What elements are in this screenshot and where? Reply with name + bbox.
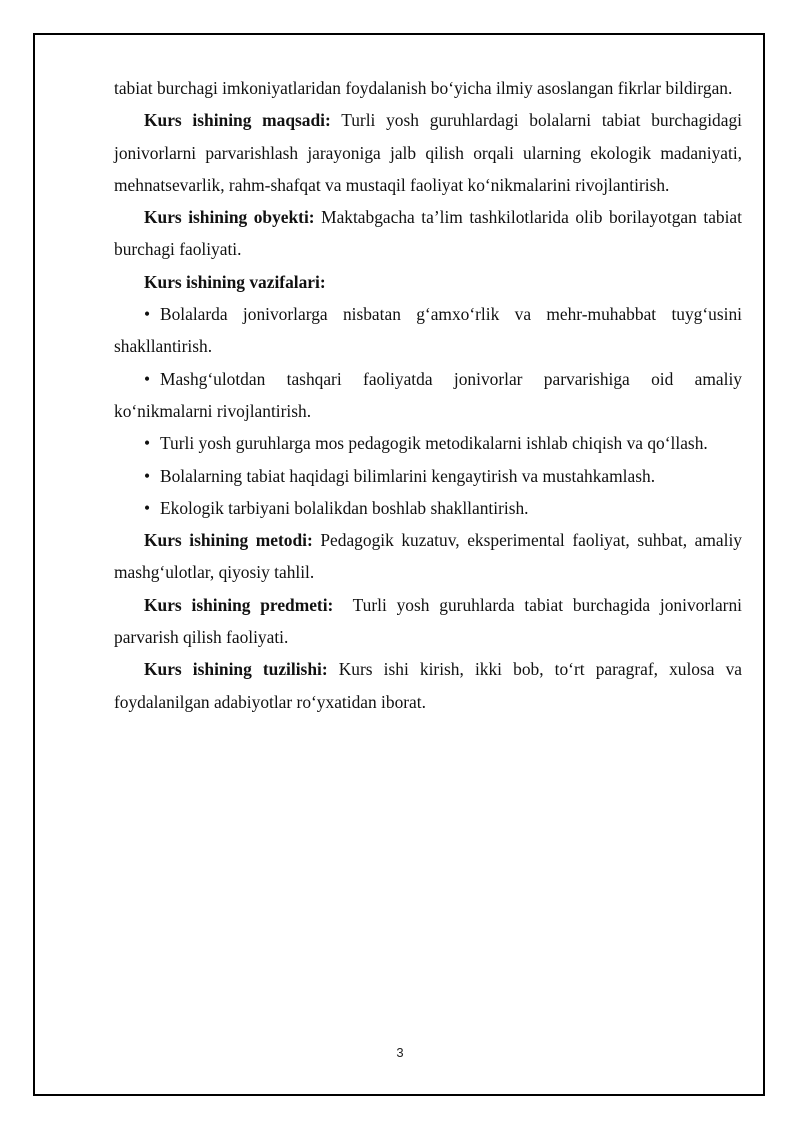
- page-number: 3: [396, 1045, 404, 1060]
- tasks-heading-paragraph: [114, 266, 742, 298]
- method-label: Kurs ishining metodi:: [144, 530, 313, 551]
- document-body: [114, 72, 747, 718]
- structure-label: Kurs ishining tuzilishi:: [144, 659, 328, 680]
- bullet-mark: •: [144, 304, 151, 325]
- subject-label: Kurs ishining predmeti:: [144, 594, 334, 615]
- task-item: [114, 298, 742, 363]
- task-item: [114, 427, 742, 459]
- task-text: Bolalarda jonivorlarga nisbatan g‘amxo‘rlik va mehr-muhabbat tuyg‘usini shakllantirish.: [114, 304, 742, 357]
- tasks-label: Kurs ishining vazifalari:: [144, 271, 326, 292]
- structure-paragraph: [114, 653, 742, 718]
- method-text: Pedagogik kuzatuv, eksperimental faoliyat, suhbat, amaliy mashg‘ulotlar, qiyosiy tahlil.: [114, 530, 742, 583]
- goal-text: Turli yosh guruhlardagi bolalarni tabiat burchagidagi jonivorlarni parvarishlash jarayoniga jalb qilish orqali ularning ekologik madaniyati, mehnatsevarlik, rahm-shafqat va mustaqil faoliyat ko‘nikmalarini rivojlantirish.: [114, 110, 742, 195]
- object-text: Maktabgacha ta’lim tashkilotlarida olib borilayotgan tabiat burchagi faoliyati.: [114, 207, 742, 260]
- task-item: [114, 492, 742, 524]
- bullet-mark: •: [144, 497, 151, 518]
- bullet-mark: •: [144, 433, 151, 454]
- intro-continuation-paragraph: tabiat burchagi imkoniyatlaridan foydalanish bo‘yicha ilmiy asoslangan fikrlar bildirgan.: [114, 78, 733, 98]
- task-item: [114, 460, 742, 492]
- object-label: Kurs ishining obyekti:: [144, 207, 315, 228]
- structure-text: Kurs ishi kirish, ikki bob, to‘rt paragraf, xulosa va foydalanilgan adabiyotlar ro‘yxatidan iborat.: [114, 659, 743, 712]
- method-paragraph: [114, 524, 742, 589]
- task-text: Mashg‘ulotdan tashqari faoliyatda jonivorlar parvarishiga oid amaliy ko‘nikmalarni rivojlantirish.: [114, 368, 742, 421]
- bullet-mark: •: [144, 368, 151, 389]
- subject-text: Turli yosh guruhlarda tabiat burchagida jonivorlarni parvarish qilish faoliyati.: [114, 594, 747, 648]
- subject-paragraph: [114, 589, 747, 654]
- task-item: [114, 363, 742, 428]
- task-text: Turli yosh guruhlarga mos pedagogik metodikalarni ishlab chiqish va qo‘llash.: [160, 433, 708, 454]
- object-paragraph: [114, 201, 742, 266]
- goal-label: Kurs ishining maqsadi:: [144, 110, 331, 131]
- task-text: Ekologik tarbiyani bolalikdan boshlab shakllantirish.: [160, 497, 529, 518]
- goal-paragraph: [114, 104, 742, 201]
- task-text: Bolalarning tabiat haqidagi bilimlarini kengaytirish va mustahkamlash.: [160, 465, 656, 486]
- bullet-mark: •: [144, 465, 151, 486]
